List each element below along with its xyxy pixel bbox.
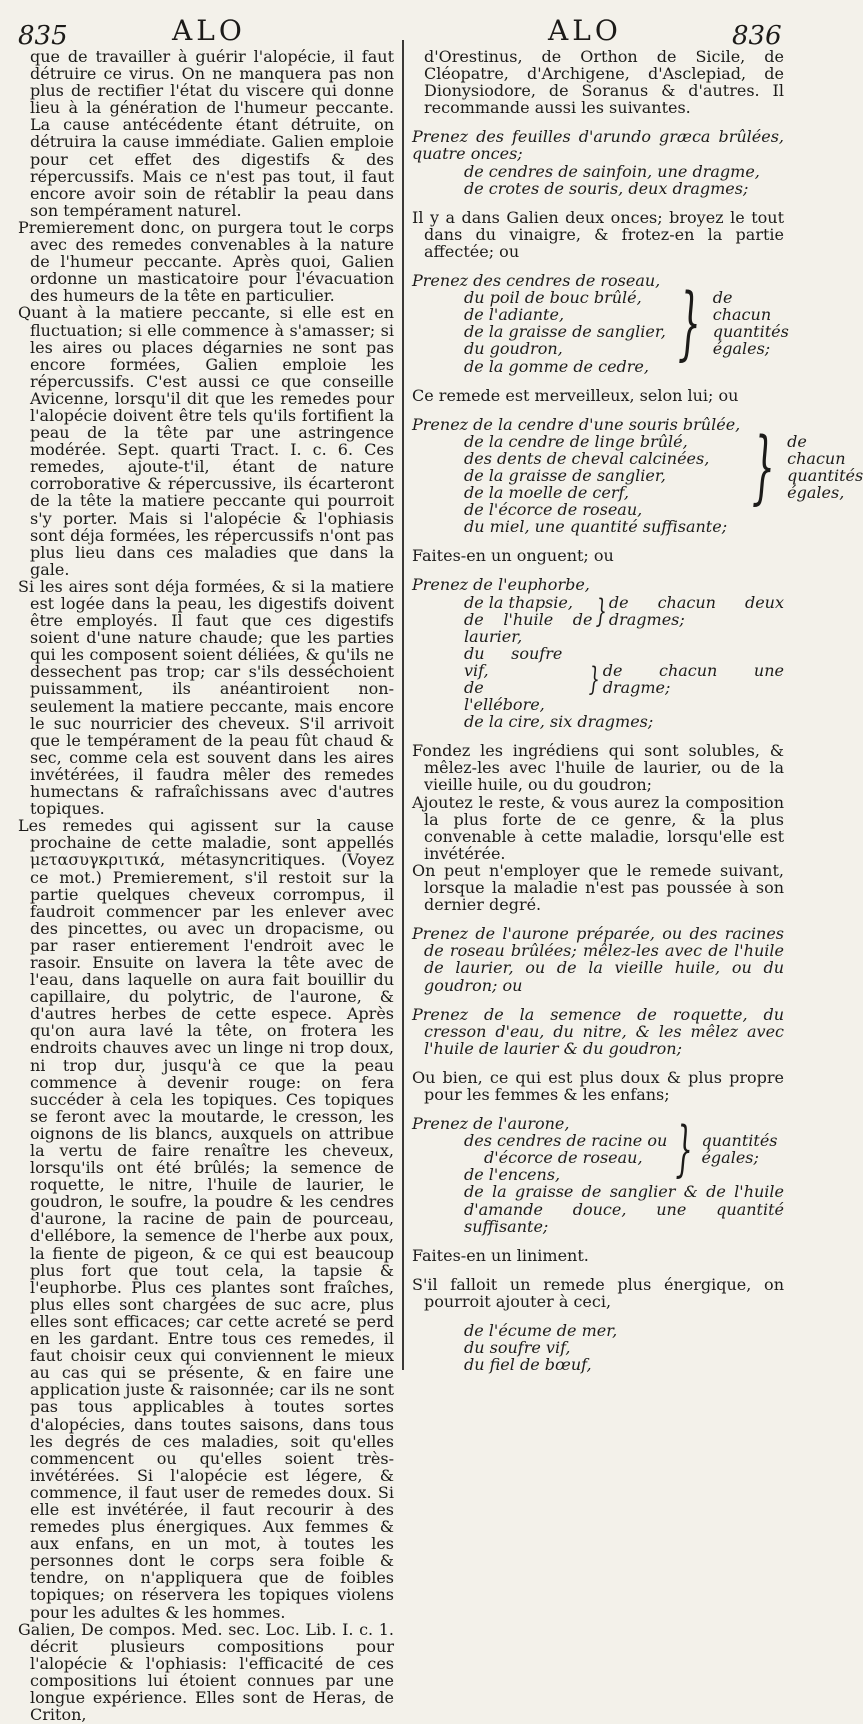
recipe-3 [412,414,863,520]
brace: } [595,591,607,630]
recipe-line: Prenez de la cendre d'une souris brûlée, [412,414,741,434]
recipe-line: de la cire, six dragmes; [464,712,654,732]
recipe-8 [412,1322,784,1373]
left-column [18,48,394,1723]
recipe-line: de l'huile de laurier, [464,609,593,646]
recipe-result: de chacun deux dragmes; [608,592,784,629]
left-running-head: ALO [172,14,246,47]
brace: } [752,419,776,513]
recipe-line: du soufre vif, [464,1338,571,1358]
column-divider [402,40,404,1370]
recipe-line: de l'encens, [464,1165,561,1185]
recipe-line: des dents de cheval calcinées, [464,448,710,468]
paragraph: Galien, De compos. Med. sec. Loc. Lib. I. c. 1. décrit plusieurs compositions pour l'alopécie & l'ophiasis: l'efficacité de ces compositions lui étoient connues par une longue expérience. Elles sont de Heras, de Criton, [18,1619,394,1724]
recipe-4 [412,576,784,730]
paragraph: On peut n'employer que le remede suivant, lorsque la maladie n'est pas poussée à son dernier degré. [412,860,784,915]
recipe-line: des cendres de racine ou [464,1131,668,1151]
recipe-line: de la cendre de linge brûlé, [464,431,688,451]
paragraph: Ou bien, ce qui est plus doux & plus propre pour les femmes & les enfans; [412,1067,784,1104]
recipe-result: de chacun quantités égales; [712,288,789,359]
recipe-line: de cendres de sainfoin, une dragme, [464,161,760,181]
paragraph: Faites-en un liniment. [412,1245,589,1265]
recipe-5: Prenez de l'aurone préparée, ou des racines de roseau brûlées; mêlez-les avec de l'huile de laurier, ou de la vieille huile, ou du goudron; ou [412,924,784,995]
left-page-number: 835 [18,21,68,51]
recipe-line: de l'ellébore, [464,678,545,715]
recipe-line: Prenez des feuilles d'arundo græca brûlées, quatre onces; [412,127,784,164]
right-running-head: ALO [548,14,622,47]
recipe-line: du goudron, [464,339,563,359]
recipe-line: de la graisse de sanglier, [464,465,666,485]
recipe-line: d'écorce de roseau, [484,1148,643,1168]
recipe-line: de la graisse de sanglier & de l'huile d'amande douce, une quantité suffisante; [464,1182,784,1236]
recipe-line: de la graisse de sanglier, [464,322,666,342]
recipe-line: de la thapsie, [464,592,573,612]
recipe-line: Prenez de l'aurone, [412,1114,570,1134]
paragraph: que de travailler à guérir l'alopécie, il faut détruire ce virus. On ne manquera pas non plus de rectifier l'état du viscere qui donne lieu à la génération de l'humeur peccante. La cause antécédente étant détruite, on détruira la cause immédiate. Galien emploie pour cet effet des digestifs & des répercussifs. Mais ce n'est pas tout, il faut encore avoir soin de rétablir la peau dans son tempérament naturel. [30,47,394,220]
recipe-line: du poil de bouc brûlé, [464,288,642,308]
paragraph: Les remedes qui agissent sur la cause prochaine de cette maladie, sont appellés μετασυγκριτικά, métasyncritiques. (Voyez ce mot.) Premierement, s'il restoit sur la partie quelques cheveux corrompus, il faudroit commencer par les enlever avec des pincettes, ou avec un dropacisme, ou par raser entierement l'endroit avec le rasoir. Ensuite on lavera la tête avec de l'eau, dans laquelle on aura fait bouillir du capillaire, du polytric, de l'aurone, & d'autres herbes de cette espece. Après qu'on aura lavé la tête, on frotera les endroits chauves avec un linge ni trop doux, ni trop dur, jusqu'à ce que la peau commence à devenir rouge: on fera succéder à cela les topiques. Ces topiques se feront avec la moutarde, le cresson, les oignons de lis blancs, auxquels on attribue la vertu de faire renaître les cheveux, lorsqu'ils ont été brûlés; la semence de roquette, le nitre, l'huile de laurier, le goudron, le soufre, la poudre & les cendres d'aurone, la racine de pain de pourceau, d'ellébore, la semence de l'herbe aux poux, la fiente de pigeon, & ce qui est beaucoup plus fort que tout cela, la tapsie & l'euphorbe. Plus ces plantes sont fraîches, plus elles sont chargées de suc acre, plus elles sont efficaces; car cette acreté se perd en les gardant. Entre tous ces remedes, il faut choisir ceux qui conviennent le mieux au cas qui se présente, & en faire une application juste & raisonnée; car ils ne sont pas tous applicables à toutes sortes d'alopécies, dans toutes saisons, dans tous les degrés de ces maladies, soit qu'elles commencent ou qu'elles soient très-invétérées. Si l'alopécie est légere, & commence, il faut user de remedes doux. Si elle est invétérée, il faut recourir à des remedes plus énergiques. Aux femmes & aux enfans, en un mot, à toutes les personnes dont le corps sera foible & tendre, on n'appliquera que de foibles topiques; on réservera les topiques violens pour les adultes & les hommes. [18,816,394,1622]
paragraph: Si les aires sont déja formées, & si la matiere est logée dans la peau, les digestifs doivent être employés. Il faut que ces digestifs soient d'une nature chaude; que les parties qui les composent soient déliées, & qu'ils ne dessechent pas trop; car s'ils desséchoient puissamment, ils anéantiroient non-seulement la matiere peccante, mais encore le suc nourricier des cheveux. S'il arrivoit que le tempérament de la peau fût chaud & sec, comme cela est souvent dans les aires invétérées, il faudra mêler des remedes humectans & rafraîchissans avec d'autres topiques. [18,576,394,819]
right-page-number: 836 [732,21,782,51]
recipe-result: de chacun une dragme; [602,660,784,697]
paragraph: Faites-en un onguent; ou [412,546,614,566]
recipe-line: du miel, une quantité suffisante; [464,517,728,537]
recipe-line: de crotes de souris, deux dragmes; [464,178,749,198]
recipe-line: de l'écume de mer, [464,1321,618,1340]
recipe-7 [412,1115,784,1183]
paragraph: Quant à la matiere peccante, si elle est en fluctuation; si elle commence à s'amasser; si les aires ou places dégarnies ne sont pas encore formées, Galien emploie les répercussifs. C'est aussi ce que conseille Avicenne, lorsqu'il dit que les remedes pour l'alopécie doivent être tels qu'ils fortifient la peau de la tête par une astringence modérée. Sept. quarti Tract. I. c. 6. Ces remedes, ajoute-t'il, étant de nature corroborative & répercussive, ils écarteront de la tête la matiere peccante qui pourroit s'y porter. Mais si l'alopécie & l'ophiasis sont déja formées, les répercussifs n'ont pas plus lieu dans ces maladies que dans la gale. [18,303,394,579]
recipe-6: Prenez de la semence de roquette, du cresson d'eau, du nitre, & les mêlez avec l'huile de laurier & du goudron; [412,1004,784,1058]
recipe-line: de la gomme de cedre, [464,356,649,376]
recipe-line: de l'adiante, [464,305,565,325]
recipe-line: du fiel de bœuf, [464,1355,592,1375]
paragraph: Ce remede est merveilleux, selon lui; ou [412,385,739,405]
recipe-line: du soufre vif, [464,643,563,680]
paragraph: Il y a dans Galien deux onces; broyez le tout dans du vinaigre, & frotez-en la partie affectée; ou [412,207,784,261]
recipe-2 [412,271,789,376]
recipe-line: Prenez des cendres de roseau, [412,271,661,291]
brace: } [588,660,601,698]
recipe-line: Prenez de l'euphorbe, [412,575,590,595]
recipe-line: de l'écorce de roseau, [464,500,643,520]
recipe-line: de la moelle de cerf, [464,483,629,503]
paragraph: d'Orestinus, de Orthon de Sicile, de Cléopatre, d'Archigene, d'Asclepiad, de Dionysiodore, de Soranus & d'autres. Il recommande aussi les suivantes. [424,47,784,118]
recipe-1 [412,128,784,196]
paragraph: S'il falloit un remede plus énergique, on pourroit ajouter à ceci, [412,1274,784,1311]
paragraph: Premierement donc, on purgera tout le corps avec des remedes convenables à la nature de l'humeur peccante. Après quoi, Galien ordonne un masticatoire pour l'évacuation des humeurs de la tête en particulier. [18,217,394,306]
brace: } [675,1114,693,1185]
paragraph: Ajoutez le reste, & vous aurez la composition la plus forte de ce genre, & la plus convenable à cette maladie, lorsqu'elle est invétérée. [412,792,784,863]
right-column [412,47,863,1375]
recipe-result: quantités égales; [701,1131,778,1168]
brace: } [677,276,701,370]
recipe-result: de chacun quantités égales, [787,431,863,503]
paragraph: Fondez les ingrédiens qui sont solubles, & mêlez-les avec l'huile de laurier, ou de la vieille huile, ou du goudron; [412,741,784,795]
